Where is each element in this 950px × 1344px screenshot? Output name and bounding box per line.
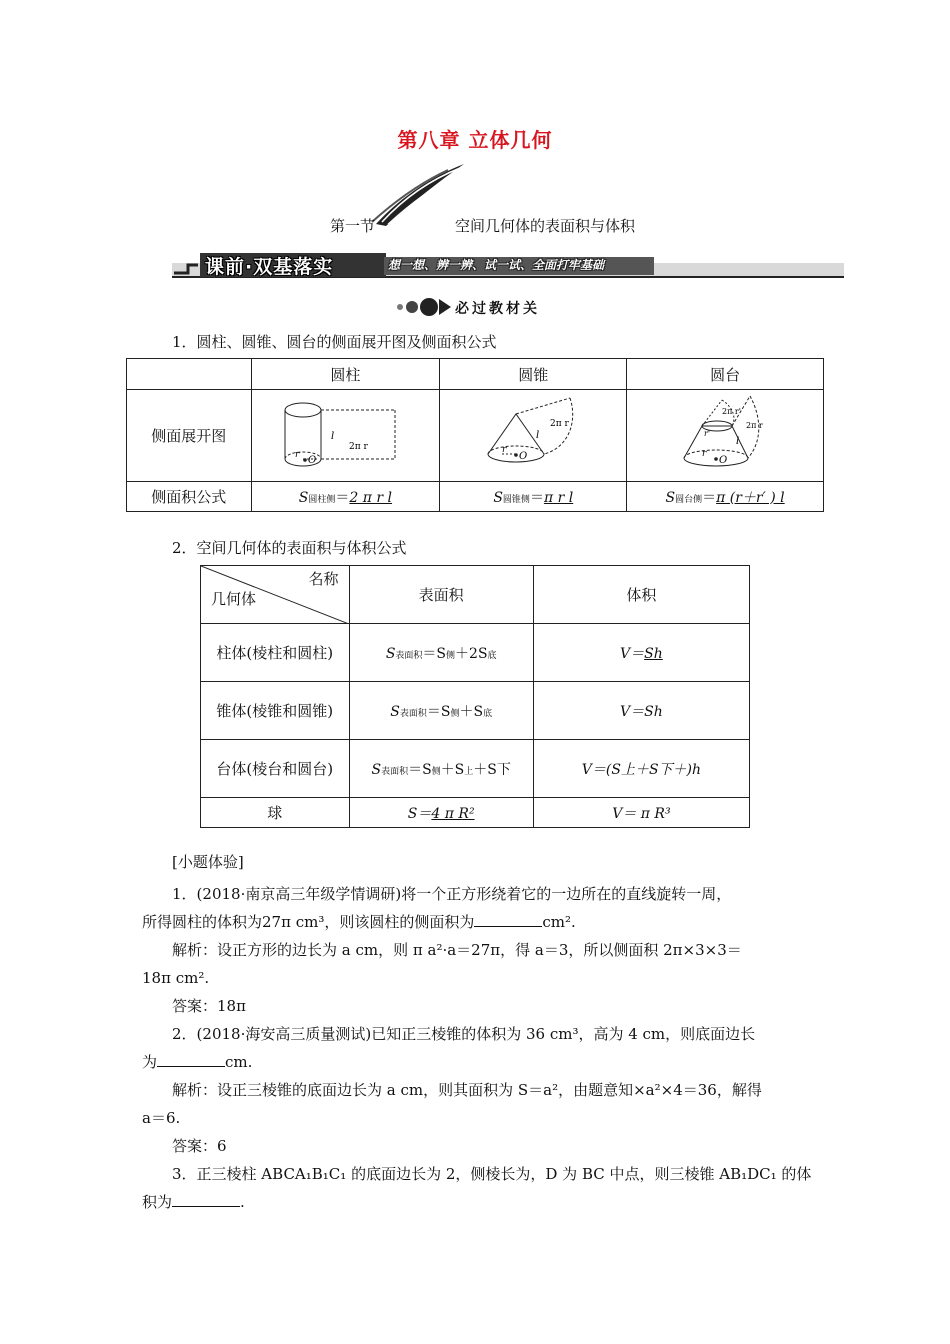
q1-answer: 答案：18π xyxy=(172,997,246,1015)
area-sub: 上 xyxy=(464,766,474,777)
section-title: 空间几何体的表面积与体积 xyxy=(455,217,636,235)
area-part: ＋2S xyxy=(455,645,488,662)
frustum-development-diagram xyxy=(650,392,800,476)
area-sub: 表面积 xyxy=(381,766,409,777)
q3-end: . xyxy=(240,1193,245,1211)
chapter-title: 第八章 立体几何 xyxy=(397,128,553,152)
q2-line1: 2．(2018·海安高三质量测试)已知正三棱锥的体积为 36 cm³，高为 4 cm，则底面边长 xyxy=(172,1025,756,1043)
formula-answer: π (r＋r′ ) l xyxy=(716,489,785,506)
volume-answer: h xyxy=(692,761,702,778)
row-label-formula: 侧面积公式 xyxy=(127,482,252,512)
formula-sub: 圆锥侧 xyxy=(502,494,530,505)
formula-sub: 圆台侧 xyxy=(675,494,703,505)
cyl-r-label: r xyxy=(295,449,300,460)
area-part: ＋S xyxy=(459,703,484,720)
banner-subtitle: 想一想、辨一辨、试一试、全面打牢基础 xyxy=(388,258,605,272)
frustum-formula xyxy=(627,482,824,512)
col-cone: 圆锥 xyxy=(440,359,627,390)
row-prism-volume xyxy=(533,624,749,682)
frustum-r-label: r xyxy=(702,448,707,459)
formula-answer: 2 π r l xyxy=(349,489,393,506)
header-bottom-label: 几何体 xyxy=(211,590,257,608)
formula-sub: 圆柱侧 xyxy=(308,494,336,505)
surface-volume-table xyxy=(200,565,750,828)
row-frustum-volume xyxy=(533,740,749,798)
cylinder-formula xyxy=(251,482,440,512)
answer-blank xyxy=(474,912,542,927)
volume-answer: Sh xyxy=(644,645,663,662)
area-part: ＋S xyxy=(440,761,465,778)
row-prism-name: 柱体(棱柱和圆柱) xyxy=(201,624,350,682)
row-pyramid-area xyxy=(349,682,533,740)
area-sub: 底 xyxy=(487,650,497,661)
area-part: ＝S xyxy=(408,761,432,778)
sphere-area-pre: S＝ xyxy=(407,805,432,822)
formula-eq: ＝ xyxy=(529,489,544,506)
frustum-development-cell xyxy=(627,390,824,482)
formula-eq: ＝ xyxy=(335,489,350,506)
cone-o-label: O xyxy=(519,450,528,462)
bullet-arrow-icon xyxy=(395,296,453,318)
table1-corner xyxy=(127,359,252,390)
q2-answer: 答案：6 xyxy=(172,1137,227,1155)
volume-pre: V＝ π R³ xyxy=(612,805,671,822)
row-sphere-area xyxy=(349,798,533,828)
q3-line2 xyxy=(142,1192,245,1212)
answer-blank xyxy=(157,1052,225,1067)
formula-s: S xyxy=(493,489,503,506)
frustum-2pir-label: 2π r xyxy=(746,420,763,430)
row-pyramid-volume xyxy=(533,682,749,740)
volume-pre: V＝ xyxy=(620,645,645,662)
q2-solution-line2: a＝6. xyxy=(142,1109,181,1127)
area-part: ＝S xyxy=(426,703,451,720)
col-frustum: 圆台 xyxy=(627,359,824,390)
area-part: ＋S下 xyxy=(473,761,511,778)
area-sub: 底 xyxy=(483,708,493,719)
frustum-o-label: O xyxy=(719,454,728,466)
frustum-l-label: l xyxy=(736,435,740,447)
swoosh-decoration xyxy=(368,160,468,228)
sphere-area-answer: 4 π R² xyxy=(431,805,475,822)
row-sphere-volume xyxy=(533,798,749,828)
row-prism-area xyxy=(349,624,533,682)
frustum-rprime-label: r' xyxy=(704,428,711,438)
q2-line2 xyxy=(142,1052,252,1072)
area-sub: 表面积 xyxy=(395,650,423,661)
formula-answer: π r l xyxy=(543,489,574,506)
cyl-2pir-label: 2π r xyxy=(349,441,369,452)
volume-pre: V＝(S上＋S下＋) xyxy=(581,761,692,778)
q1-line1: 1．(2018·南京高三年级学情调研)将一个正方形绕着它的一边所在的直线旋转一周， xyxy=(172,885,732,903)
q2-stem: 为 xyxy=(142,1053,158,1071)
cylinder-development-diagram xyxy=(265,393,425,475)
banner-title: 课前·双基落实 xyxy=(205,256,334,278)
row-frustum-name: 台体(棱台和圆台) xyxy=(201,740,350,798)
part1-heading: 1．圆柱、圆锥、圆台的侧面展开图及侧面积公式 xyxy=(172,333,497,351)
cone-2pir-label: 2π r xyxy=(550,418,570,429)
area-s: S xyxy=(385,645,396,662)
formula-s: S xyxy=(665,489,676,506)
table2-header-corner xyxy=(201,566,350,624)
q1-unit: cm². xyxy=(542,913,576,931)
answer-blank xyxy=(172,1192,240,1207)
q1-solution-line1: 解析：设正方形的边长为 a cm，则 π a²·a＝27π，得 a＝3，所以侧面积 2π×3×3＝ xyxy=(172,941,742,959)
area-sub: 侧 xyxy=(431,766,441,777)
area-s: S xyxy=(390,703,400,720)
row-frustum-area xyxy=(349,740,533,798)
volume-answer: Sh xyxy=(644,703,663,720)
cone-l-label: l xyxy=(536,429,540,441)
part2-heading: 2．空间几何体的表面积与体积公式 xyxy=(172,539,407,557)
row-sphere-name: 球 xyxy=(201,798,350,828)
cylinder-development-cell xyxy=(251,390,440,482)
practice-label: [小题体验] xyxy=(172,853,244,871)
q3-stem: 积为 xyxy=(142,1193,173,1211)
cyl-l-label: l xyxy=(331,430,335,442)
q2-unit: cm. xyxy=(225,1053,253,1071)
lateral-area-table xyxy=(126,358,824,512)
frustum-2pirprime-label: 2π r' xyxy=(722,406,742,416)
area-sub: 侧 xyxy=(446,650,456,661)
formula-s: S xyxy=(298,489,309,506)
cone-r-label: r xyxy=(502,444,507,455)
section-number: 第一节 xyxy=(330,217,376,235)
cone-development-cell xyxy=(440,390,627,482)
q3-line1: 3．正三棱柱 ABCA₁B₁C₁ 的底面边长为 2，侧棱长为，D 为 BC 中点，则三棱锥 AB₁DC₁ 的体 xyxy=(172,1165,812,1183)
cyl-o-label: O xyxy=(308,454,317,466)
area-s: S xyxy=(371,761,382,778)
q1-stem: 所得圆柱的体积为27π cm³，则该圆柱的侧面积为 xyxy=(142,913,475,931)
badge-label: 必过教材关 xyxy=(455,301,540,317)
col-cylinder: 圆柱 xyxy=(251,359,440,390)
q1-line2 xyxy=(142,912,576,932)
area-sub: 侧 xyxy=(450,708,460,719)
area-sub: 表面积 xyxy=(399,708,427,719)
formula-eq: ＝ xyxy=(702,489,717,506)
q2-solution-line1: 解析：设正三棱锥的底面边长为 a cm，则其面积为 S＝a²，由题意知×a²×4＝36，解得 xyxy=(172,1081,762,1099)
col-volume: 体积 xyxy=(533,566,749,624)
cone-development-diagram xyxy=(458,392,608,476)
col-surface-area: 表面积 xyxy=(349,566,533,624)
header-top-label: 名称 xyxy=(308,570,339,588)
volume-pre: V＝ xyxy=(620,703,645,720)
q1-solution-line2: 18π cm². xyxy=(142,969,210,987)
row-label-development: 侧面展开图 xyxy=(127,390,252,482)
area-part: ＝S xyxy=(422,645,447,662)
row-pyramid-name: 锥体(棱锥和圆锥) xyxy=(201,682,350,740)
cone-formula xyxy=(440,482,627,512)
